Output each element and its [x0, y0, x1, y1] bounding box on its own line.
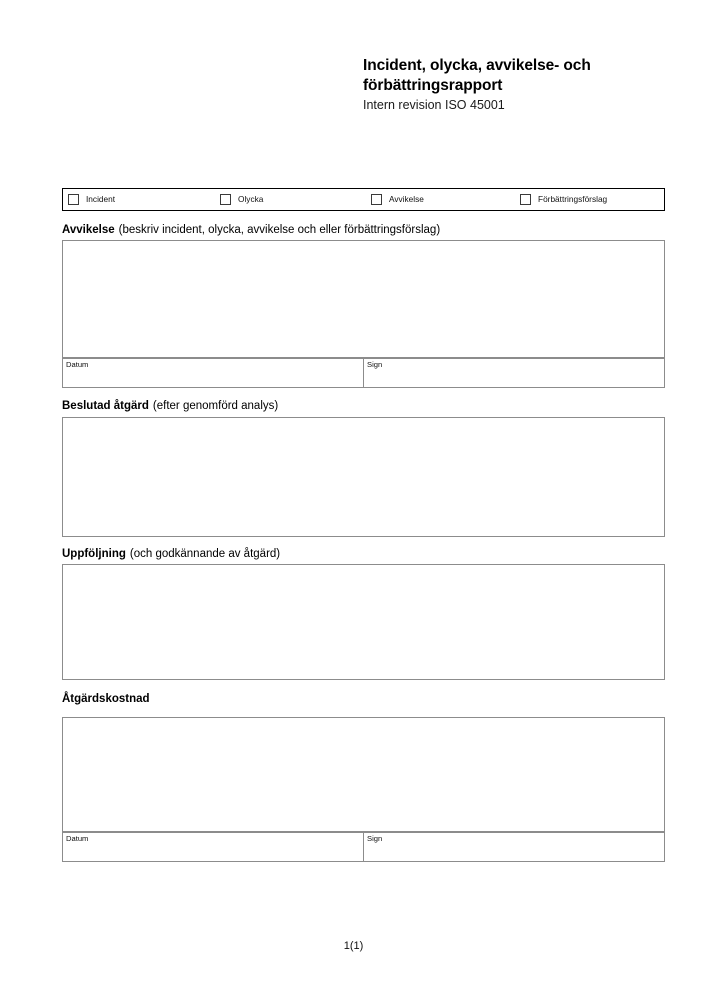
section-heading-atgardskostnad	[62, 694, 150, 706]
page-number: 1(1)	[343, 940, 364, 952]
field-beslutad-atgard[interactable]	[62, 417, 665, 537]
section-heading-uppfoljning	[62, 549, 280, 561]
checkbox-icon[interactable]	[371, 194, 382, 205]
field-avvikelse[interactable]	[62, 240, 665, 358]
field-uppfoljning[interactable]	[62, 564, 665, 680]
document-header	[363, 56, 663, 113]
section-heading-note: (efter genomförd analys)	[152, 400, 279, 412]
page-footer	[0, 940, 707, 952]
datum-label: Datum	[66, 834, 89, 843]
section-heading-bold: Åtgärdskostnad	[62, 693, 150, 705]
checkbox-icon[interactable]	[68, 194, 79, 205]
datum-sign-row-atgardskostnad	[62, 832, 665, 862]
page-subtitle: Intern revision ISO 45001	[363, 97, 505, 112]
sign-label: Sign	[367, 360, 383, 369]
checkbox-item-forbattringsforslag[interactable]	[520, 189, 607, 210]
checkbox-item-avvikelse[interactable]	[371, 189, 424, 210]
datum-label: Datum	[66, 360, 89, 369]
sign-field-atgardskostnad[interactable]	[363, 832, 665, 862]
datum-sign-row-avvikelse	[62, 358, 665, 388]
section-heading-note: (beskriv incident, olycka, avvikelse och eller förbättringsförslag)	[118, 224, 441, 236]
datum-field-atgardskostnad[interactable]	[62, 832, 364, 862]
checkbox-icon[interactable]	[520, 194, 531, 205]
sign-field-avvikelse[interactable]	[363, 358, 665, 388]
checkbox-label: Avvikelse	[389, 194, 424, 205]
report-type-checkbox-row	[62, 188, 665, 211]
section-heading-beslutad-atgard	[62, 401, 278, 413]
section-heading-note: (och godkännande av åtgärd)	[129, 548, 281, 560]
checkbox-label: Incident	[86, 194, 116, 205]
checkbox-item-incident[interactable]	[68, 189, 115, 210]
sign-label: Sign	[367, 834, 383, 843]
field-atgardskostnad[interactable]	[62, 717, 665, 832]
datum-field-avvikelse[interactable]	[62, 358, 364, 388]
checkbox-label: Förbättringsförslag	[538, 194, 608, 205]
checkbox-item-olycka[interactable]	[220, 189, 263, 210]
section-heading-bold: Avvikelse	[62, 224, 115, 236]
section-heading-avvikelse	[62, 225, 440, 237]
section-heading-bold: Beslutad åtgärd	[62, 400, 149, 412]
checkbox-label: Olycka	[238, 194, 264, 205]
page-title: Incident, olycka, avvikelse- och förbättringsrapport	[363, 57, 591, 94]
checkbox-icon[interactable]	[220, 194, 231, 205]
section-heading-bold: Uppföljning	[62, 548, 126, 560]
